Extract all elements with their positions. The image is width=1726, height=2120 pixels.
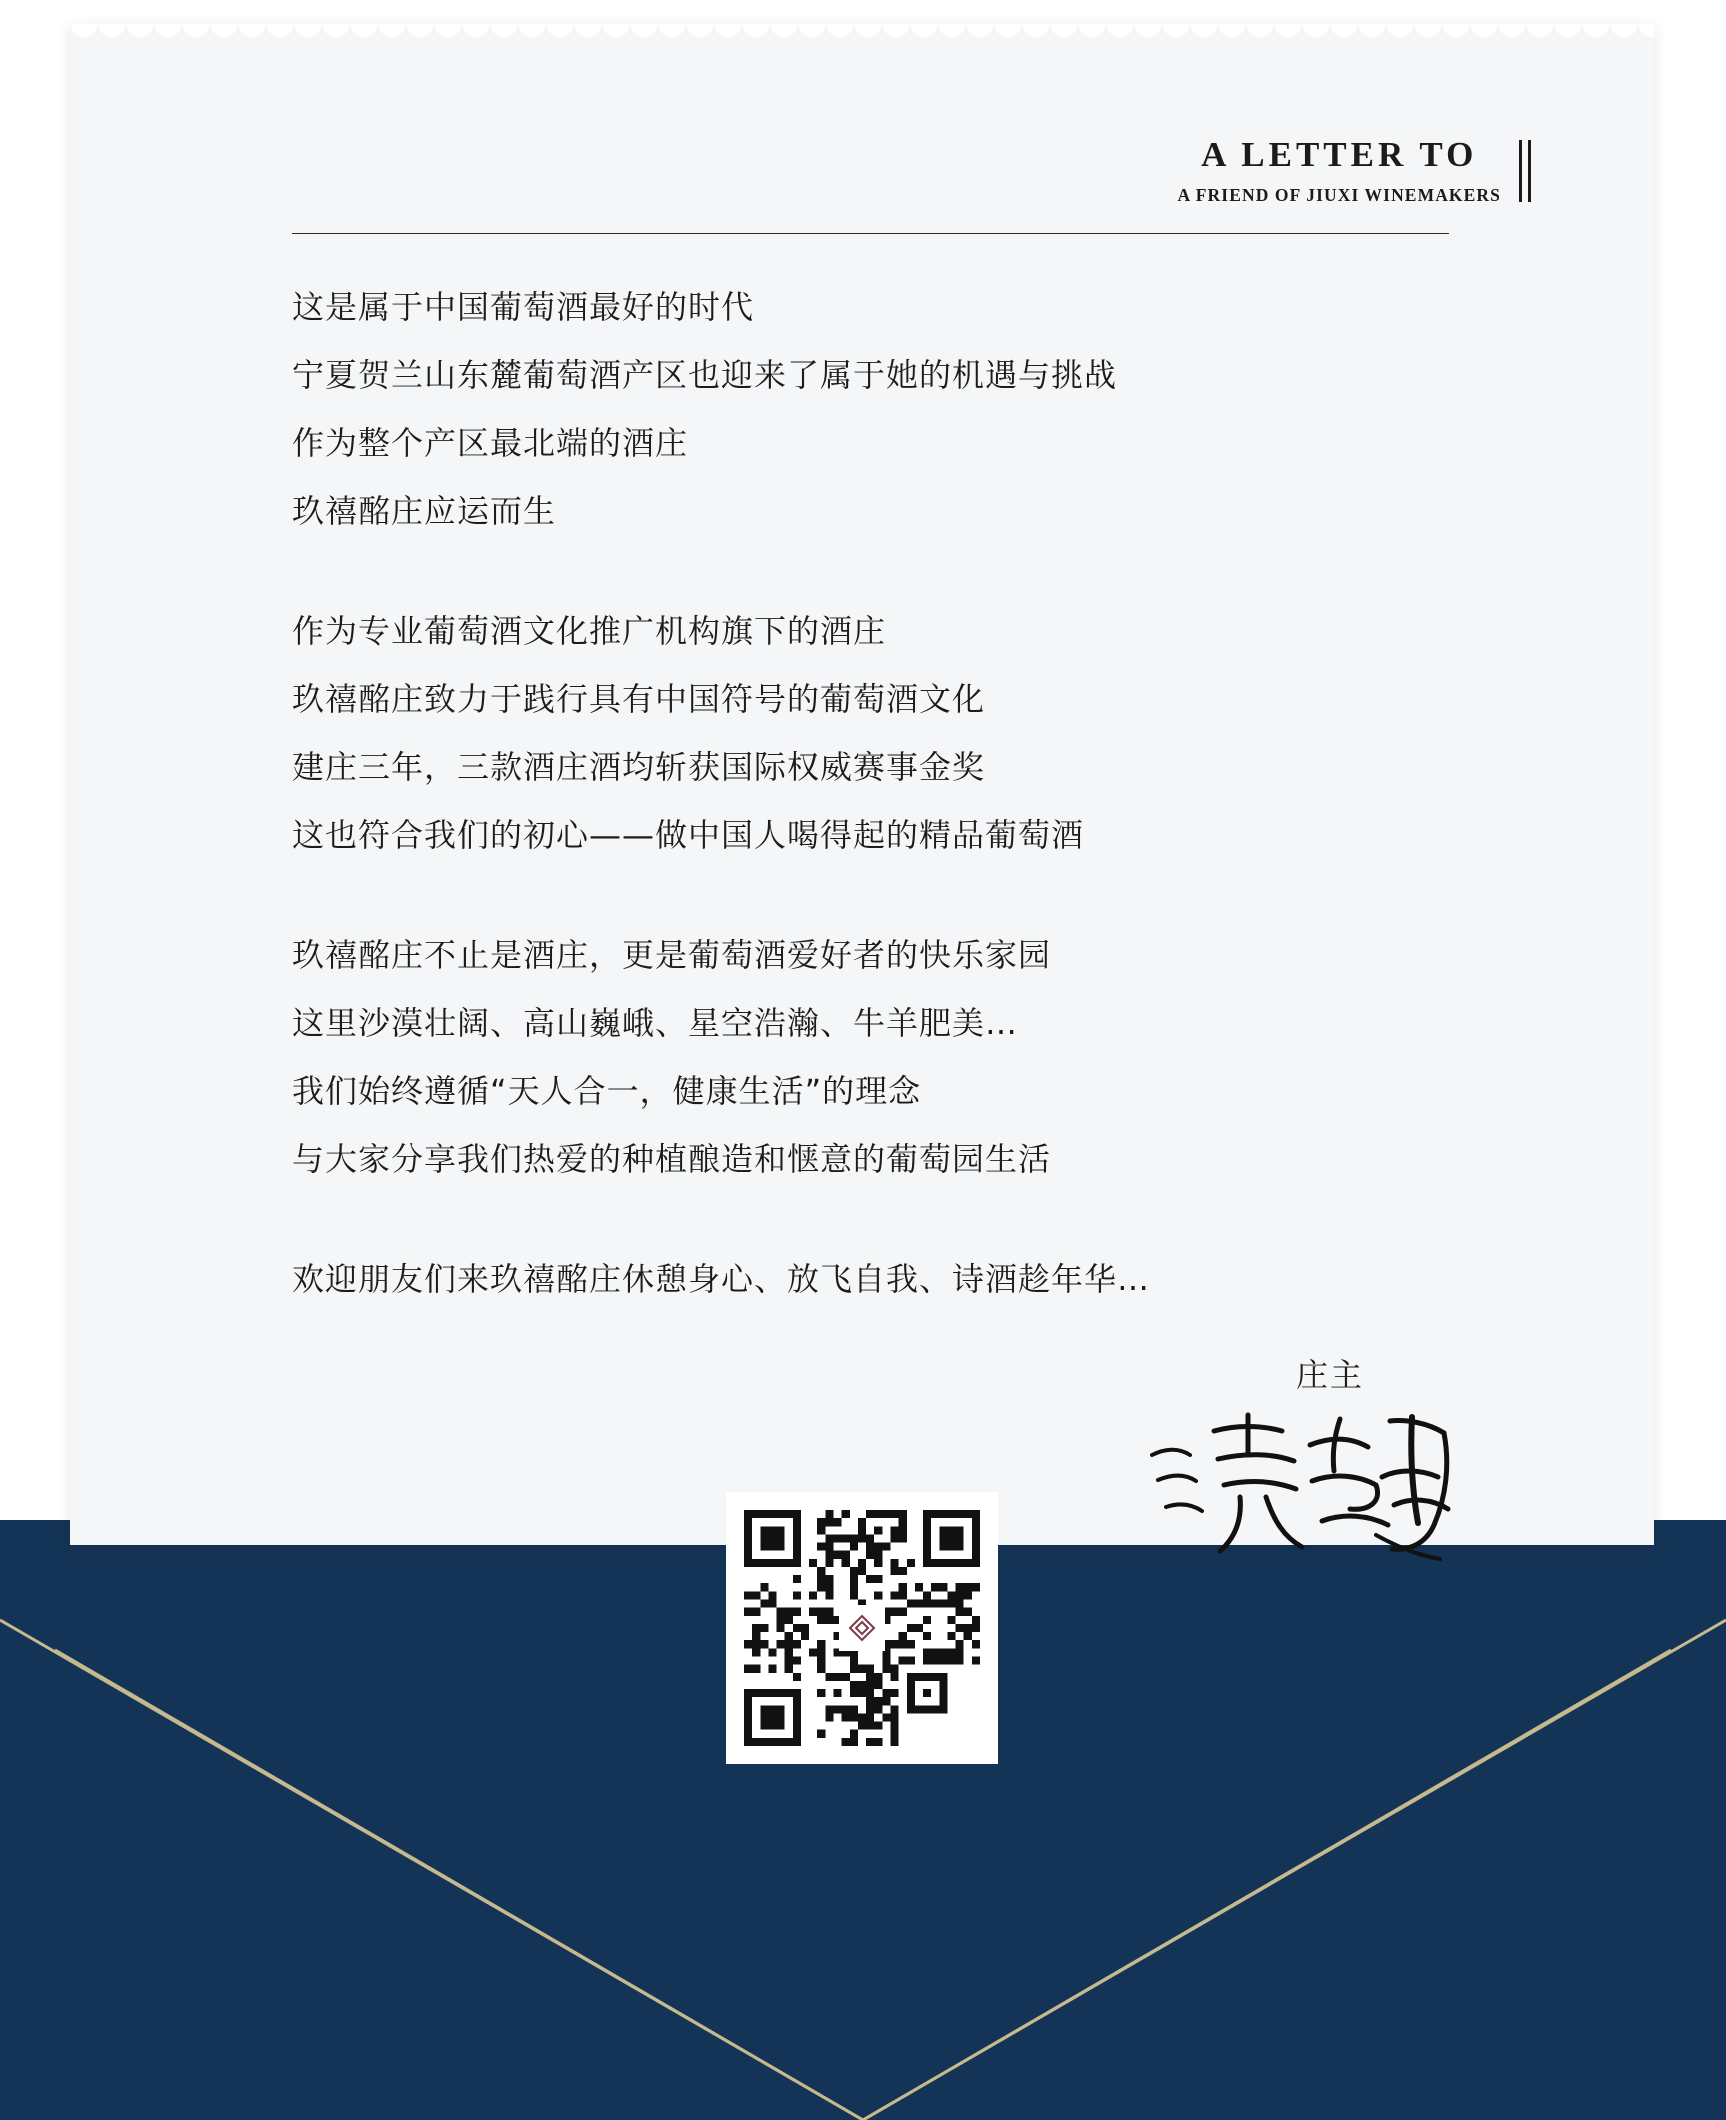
letter-line: 玖禧酩庄应运而生 xyxy=(292,492,557,530)
diamond-icon xyxy=(839,1605,885,1651)
double-bar-icon xyxy=(1519,140,1532,202)
qr-code-card[interactable] xyxy=(726,1492,998,1764)
letter-line: 这是属于中国葡萄酒最好的时代 xyxy=(292,288,755,326)
letter-paragraph xyxy=(292,273,1522,545)
letter-paragraph xyxy=(292,921,1522,1193)
letter-paragraph xyxy=(292,1245,1522,1313)
page-subtitle: A FRIEND OF JIUXI WINEMAKERS xyxy=(1177,185,1501,206)
letter-line: 这里沙漠壮阔、高山巍峨、星空浩瀚、牛羊肥美… xyxy=(292,1004,1019,1042)
letter-line: 与大家分享我们热爱的种植酿造和惬意的葡萄园生活 xyxy=(292,1140,1052,1178)
signature-label: 庄主 xyxy=(1295,1356,1364,1394)
letter-line: 作为专业葡萄酒文化推广机构旗下的酒庄 xyxy=(292,612,887,650)
letter-line: 玖禧酩庄致力于践行具有中国符号的葡萄酒文化 xyxy=(292,680,986,718)
letter-paragraph xyxy=(292,597,1522,869)
letter-line: 我们始终遵循“天人合一，健康生活”的理念 xyxy=(292,1072,922,1110)
header-divider xyxy=(292,233,1449,234)
letter-line: 建庄三年，三款酒庄酒均斩获国际权威赛事金奖 xyxy=(292,748,986,786)
letter-line: 作为整个产区最北端的酒庄 xyxy=(292,424,689,462)
letter-line: 玖禧酩庄不止是酒庄，更是葡萄酒爱好者的快乐家园 xyxy=(292,936,1052,974)
letter-body xyxy=(292,273,1522,1313)
letter-paper xyxy=(70,25,1654,1545)
letter-header xyxy=(1178,135,1532,206)
letter-line: 这也符合我们的初心——做中国人喝得起的精品葡萄酒 xyxy=(292,816,1085,854)
letter-line: 欢迎朋友们来玖禧酩庄休憩身心、放飞自我、诗酒趁年华… xyxy=(292,1260,1151,1298)
handwritten-signature xyxy=(1144,1385,1474,1575)
page-title: A LETTER TO xyxy=(1201,135,1478,174)
letter-line: 宁夏贺兰山东麓葡萄酒产区也迎来了属于她的机遇与挑战 xyxy=(292,356,1118,394)
